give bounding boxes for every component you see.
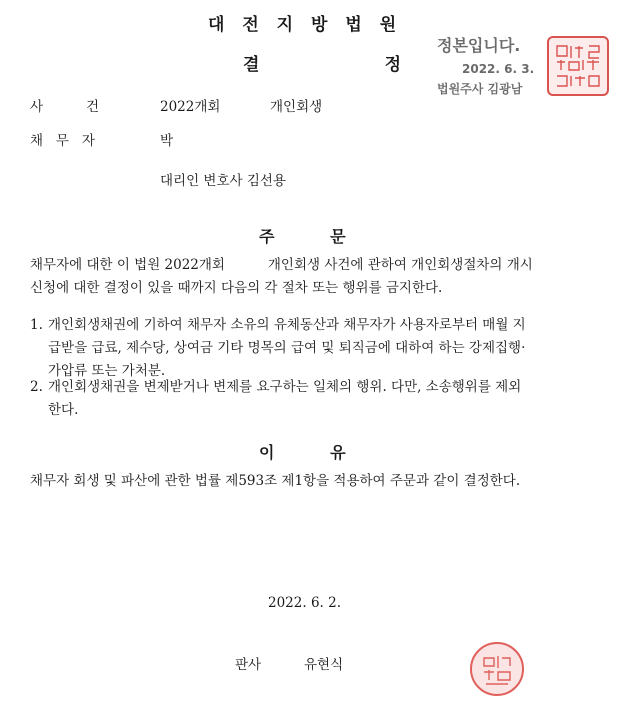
court-seal-stamp <box>547 36 609 96</box>
judge-seal-icon <box>472 644 522 694</box>
document-type-title: 결 정 <box>243 55 408 75</box>
order-item-line: 개인회생채권을 변제받거나 변제를 요구하는 일체의 행위. 다만, 소송행위를 제외 <box>48 379 522 395</box>
order-item-line: 개인회생채권에 기하여 채무자 소유의 유체동산과 채무자가 사용자로부터 매월 지 <box>48 317 526 333</box>
case-label: 사 건 <box>30 99 99 115</box>
debtor-name: 박 <box>160 133 174 149</box>
order-title: 주 문 <box>259 227 346 246</box>
court-seal-icon <box>549 38 607 94</box>
order-item-1 <box>30 314 575 383</box>
order-item-line: 급받을 급료, 제수당, 상여금 기타 명목의 급여 및 퇴직금에 대하여 하는 강제집행· <box>48 340 526 356</box>
order-item-number: 1. <box>30 317 43 333</box>
certification-date: 2022. 6. 3. <box>462 62 535 76</box>
debtor-label: 채 무 자 <box>30 133 95 149</box>
order-intro-line-1: 채무자에 대한 이 법원 2022개회 개인회생 사건에 관하여 개인회생절차의 개시 <box>30 257 533 273</box>
court-name: 대 전 지 방 법 원 <box>208 15 403 35</box>
decision-date: 2022. 6. 2. <box>268 595 341 611</box>
case-number: 2022개회 <box>160 99 221 115</box>
clerk-name: 법원주사 김광남 <box>437 82 523 96</box>
judge-seal-stamp <box>470 642 524 696</box>
judge-name: 유현식 <box>304 657 344 673</box>
order-item-2 <box>30 376 575 422</box>
order-item-line: 가압류 또는 가처분. <box>48 363 166 379</box>
order-intro <box>30 254 585 300</box>
order-intro-line-2: 신청에 대한 결정이 있을 때까지 다음의 각 절차 또는 행위를 금지한다. <box>30 280 443 296</box>
certified-copy-label: 정본입니다. <box>437 36 521 55</box>
case-name: 개인회생 <box>270 99 323 115</box>
order-item-line: 한다. <box>48 402 79 418</box>
reason-text: 채무자 회생 및 파산에 관한 법률 제593조 제1항을 적용하여 주문과 같이 결정한다. <box>30 473 521 489</box>
agent-attorney: 대리인 변호사 김선용 <box>160 173 286 189</box>
reason-title: 이 유 <box>259 443 346 462</box>
judge-label: 판사 <box>235 657 262 673</box>
order-item-number: 2. <box>30 379 43 395</box>
